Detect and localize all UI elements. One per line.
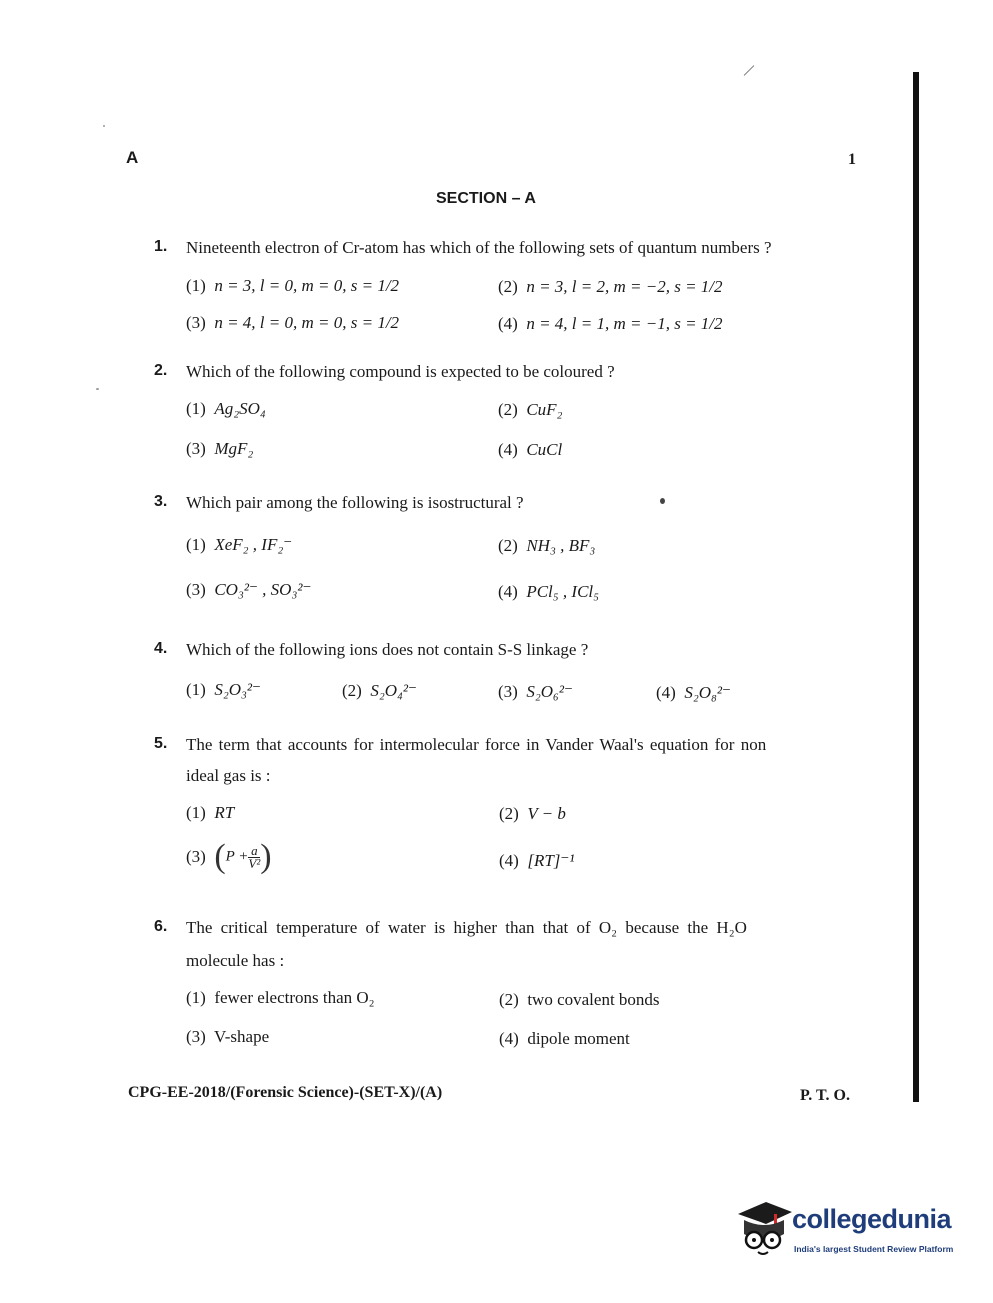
option: (4) S₂O₈²⁻ <box>656 683 731 702</box>
option: (3) S₂O₆²⁻ <box>498 682 573 701</box>
option: (2) S₂O₄²⁻ <box>342 681 417 700</box>
option: (1) n = 3, l = 0, m = 0, s = 1/2 <box>186 276 400 295</box>
option: (4) CuCl <box>498 440 563 459</box>
question-number: 4. <box>154 640 168 657</box>
option: (4) n = 4, l = 1, m = −1, s = 1/2 <box>498 314 723 333</box>
option: (2) n = 3, l = 2, m = −2, s = 1/2 <box>498 277 723 296</box>
option: (1) RT <box>186 803 235 822</box>
option: (4) [RT]⁻¹ <box>499 851 575 870</box>
page-number: 1 <box>848 151 856 168</box>
option: (3) MgF₂ <box>186 439 254 458</box>
pto-label: P. T. O. <box>800 1087 850 1104</box>
brand-name: collegedunia <box>792 1204 952 1234</box>
left-paren: ( <box>214 838 226 875</box>
option: (2) NH₃ , BF₃ <box>498 536 596 555</box>
fraction: $\frac{a}{\text{V²}}$ <box>248 842 261 871</box>
option: (4) dipole moment <box>499 1029 630 1048</box>
question-text: Which pair among the following is isostructural ? <box>186 493 524 512</box>
speck <box>96 388 99 390</box>
question-text: Nineteenth electron of Cr-atom has which of the following sets of quantum numbers ? <box>186 238 772 257</box>
option: (3) n = 4, l = 0, m = 0, s = 1/2 <box>186 313 400 332</box>
question-text: Which of the following compound is expected to be coloured ? <box>186 362 615 381</box>
speck <box>103 125 105 127</box>
scan-edge-bar <box>913 72 919 1102</box>
question-number: 6. <box>154 918 168 935</box>
section-title: SECTION – A <box>436 190 536 207</box>
question-text: molecule has : <box>186 951 285 970</box>
pen-stroke-mark <box>744 65 755 76</box>
option: (2) V − b <box>499 804 566 823</box>
question-number: 3. <box>154 493 168 510</box>
option: (4) PCl₅ , ICl₅ <box>498 582 600 601</box>
question-number: 2. <box>154 362 168 379</box>
question-number: 1. <box>154 238 168 255</box>
speck <box>660 498 665 504</box>
paper-code: CPG-EE-2018/(Forensic Science)-(SET-X)/(A) <box>128 1084 443 1101</box>
option: (1) fewer electrons than O₂ <box>186 988 375 1007</box>
option: (2) CuF₂ <box>498 400 563 419</box>
right-paren: ) <box>260 838 272 875</box>
set-letter: A <box>126 148 139 167</box>
collegedunia-logo <box>734 1196 964 1266</box>
brand-tagline: India's largest Student Review Platform <box>794 1244 954 1254</box>
question-text: The term that accounts for intermolecular force in Vander Waal's equation for non <box>186 735 767 754</box>
question-text: The critical temperature of water is higher than that of O₂ because the H₂O <box>186 918 747 937</box>
option: (2) two covalent bonds <box>499 990 660 1009</box>
mascot-icon <box>734 1196 794 1258</box>
option: (1) S₂O₃²⁻ <box>186 680 261 699</box>
option: (3) V-shape <box>186 1027 270 1046</box>
option: (1) Ag₂SO₄ <box>186 399 266 418</box>
question-number: 5. <box>154 735 168 752</box>
option: (1) XeF₂ , IF₂⁻ <box>186 535 293 554</box>
option: (3) (P + $\frac{a}{\text{V²}}$ ) <box>186 838 272 875</box>
option: (3) CO₃²⁻ , SO₃²⁻ <box>186 580 312 599</box>
question-text: ideal gas is : <box>186 766 271 785</box>
question-text: Which of the following ions does not contain S-S linkage ? <box>186 640 589 659</box>
